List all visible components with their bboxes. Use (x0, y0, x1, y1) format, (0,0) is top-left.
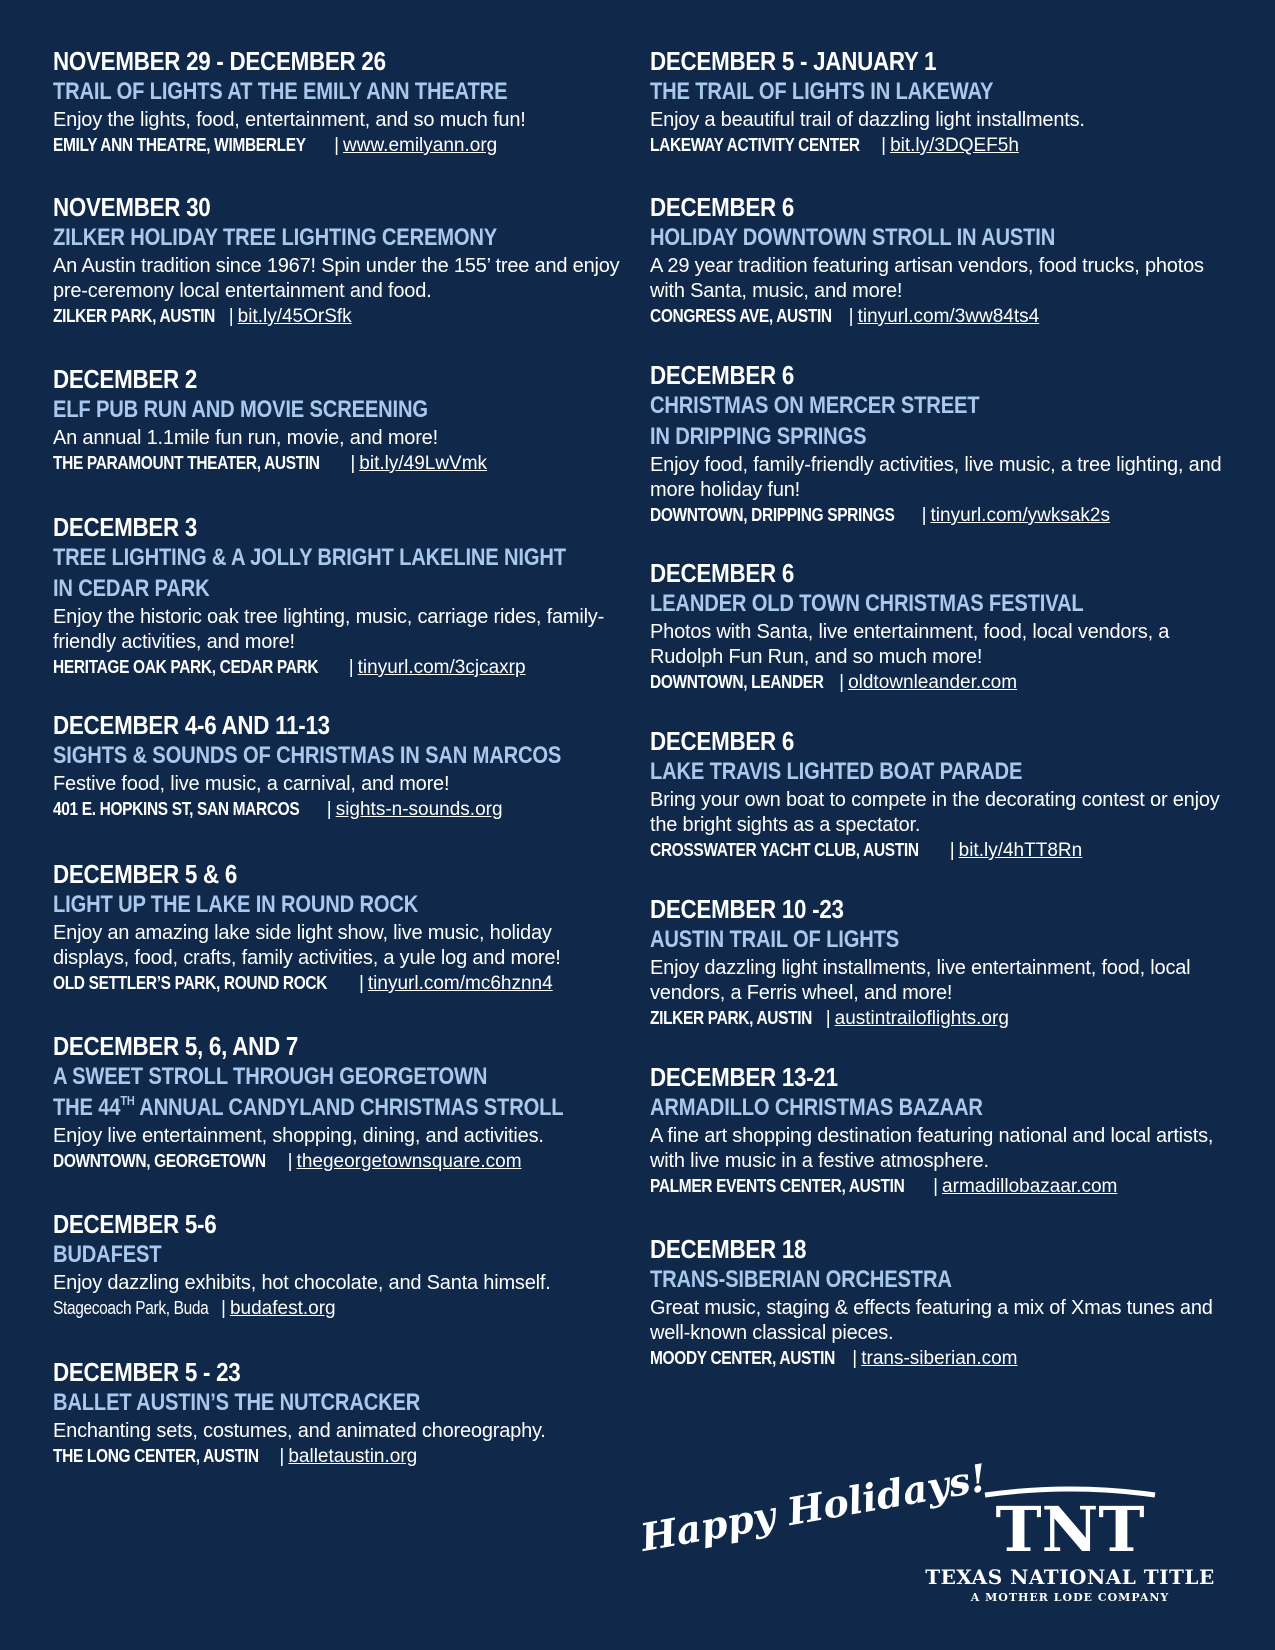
event-card (650, 894, 1240, 1031)
event-title: TREE LIGHTING & A JOLLY BRIGHT LAKELINE NIGHT (53, 544, 566, 571)
event-date: DECEMBER 5, 6, AND 7 (53, 1031, 299, 1061)
event-location-line (650, 670, 1240, 695)
event-description: Enjoy a beautiful trail of dazzling light installments. (650, 109, 1085, 131)
event-location: OLD SETTLER’S PARK, ROUND ROCK (53, 973, 328, 993)
event-description: Enjoy live entertainment, shopping, dining, and activities. (53, 1125, 544, 1147)
event-link[interactable]: oldtownleander.com (848, 672, 1018, 693)
event-link[interactable]: www.emilyann.org (343, 135, 498, 156)
event-location-line (53, 133, 623, 158)
event-link[interactable]: tinyurl.com/3ww84ts4 (857, 306, 1040, 327)
event-date: DECEMBER 3 (53, 512, 198, 542)
event-title-line2 (53, 1092, 564, 1123)
event-description: A 29 year tradition featuring artisan vendors, food trucks, photos with Santa, music, and more! (650, 255, 1204, 302)
event-date: DECEMBER 6 (650, 360, 795, 390)
event-description: An annual 1.1mile fun run, movie, and more! (53, 427, 438, 449)
event-card (53, 1031, 623, 1174)
event-location-line (650, 1346, 1240, 1371)
event-link[interactable]: tinyurl.com/3cjcaxrp (357, 657, 526, 678)
company-tagline: A MOTHER LODE COMPANY (970, 1591, 1170, 1604)
separator: | (279, 1446, 285, 1467)
event-date: DECEMBER 5 - 23 (53, 1357, 241, 1387)
event-card (650, 558, 1240, 695)
event-date: DECEMBER 6 (650, 192, 795, 222)
event-link[interactable]: armadillobazaar.com (942, 1176, 1118, 1197)
event-location-line (650, 838, 1240, 863)
event-card (53, 364, 623, 476)
event-location-line (53, 1296, 623, 1321)
event-location: ZILKER PARK, AUSTIN (53, 306, 216, 326)
separator: | (348, 657, 354, 678)
event-location: THE PARAMOUNT THEATER, AUSTIN (53, 453, 320, 473)
company-name: TEXAS NATIONAL TITLE (925, 1565, 1215, 1589)
tnt-logo-icon (925, 1485, 1215, 1555)
event-location: THE LONG CENTER, AUSTIN (53, 1446, 259, 1466)
event-link[interactable]: balletaustin.org (288, 1446, 418, 1467)
event-date: NOVEMBER 29 - DECEMBER 26 (53, 46, 386, 76)
event-title: THE TRAIL OF LIGHTS IN LAKEWAY (650, 78, 994, 105)
event-title: LIGHT UP THE LAKE IN ROUND ROCK (53, 891, 419, 918)
event-date: DECEMBER 18 (650, 1234, 807, 1264)
event-location: EMILY ANN THEATRE, WIMBERLEY (53, 135, 306, 155)
event-title: SIGHTS & SOUNDS OF CHRISTMAS IN SAN MARCOS (53, 742, 562, 769)
separator: | (350, 453, 356, 474)
event-location: CROSSWATER YACHT CLUB, AUSTIN (650, 840, 919, 860)
event-link[interactable]: austintrailoflights.org (834, 1008, 1009, 1029)
event-location: CONGRESS AVE, AUSTIN (650, 306, 832, 326)
event-title: CHRISTMAS ON MERCER STREET (650, 392, 980, 419)
event-location-line (53, 1444, 623, 1469)
event-date: DECEMBER 6 (650, 726, 795, 756)
event-title: TRANS-SIBERIAN ORCHESTRA (650, 1266, 952, 1293)
event-description: Enjoy dazzling exhibits, hot chocolate, and Santa himself. (53, 1272, 551, 1294)
event-location-line (650, 1006, 1240, 1031)
separator: | (881, 135, 887, 156)
event-title: HOLIDAY DOWNTOWN STROLL IN AUSTIN (650, 224, 1056, 251)
event-description: Bring your own boat to compete in the decorating contest or enjoy the bright sights as a spectator. (650, 789, 1220, 836)
event-title: AUSTIN TRAIL OF LIGHTS (650, 926, 900, 953)
event-location: DOWNTOWN, GEORGETOWN (53, 1151, 266, 1171)
separator: | (921, 505, 927, 526)
separator: | (358, 973, 364, 994)
separator: | (326, 799, 332, 820)
separator: | (852, 1348, 858, 1369)
event-location-line (53, 655, 623, 680)
event-location-line (650, 304, 1240, 329)
logo-mark-text: TNT (995, 1493, 1145, 1555)
event-card (650, 46, 1240, 158)
event-location: DOWNTOWN, LEANDER (650, 672, 824, 692)
event-location: PALMER EVENTS CENTER, AUSTIN (650, 1176, 905, 1196)
event-title-line2-b: ANNUAL CANDYLAND CHRISTMAS STROLL (134, 1094, 564, 1121)
event-location: ZILKER PARK, AUSTIN (650, 1008, 813, 1028)
event-title: TRAIL OF LIGHTS AT THE EMILY ANN THEATRE (53, 78, 508, 105)
event-description: Photos with Santa, live entertainment, food, local vendors, a Rudolph Fun Run, and so much more! (650, 621, 1170, 668)
event-title: A SWEET STROLL THROUGH GEORGETOWN (53, 1063, 488, 1090)
event-location-line (650, 133, 1240, 158)
separator: | (221, 1298, 226, 1319)
event-card (53, 710, 623, 822)
event-description: Festive food, live music, a carnival, and more! (53, 773, 450, 795)
event-title-line2-a: THE 44 (53, 1094, 121, 1121)
holiday-greeting: Happy Holidays! (637, 1454, 991, 1560)
event-description: Enjoy an amazing lake side light show, live music, holiday displays, food, crafts, family activities, a yule log and more! (53, 922, 561, 969)
separator: | (949, 840, 955, 861)
event-title: ZILKER HOLIDAY TREE LIGHTING CEREMONY (53, 224, 498, 251)
separator: | (228, 306, 234, 327)
separator: | (825, 1008, 831, 1029)
event-location-line (53, 1149, 623, 1174)
event-card (53, 1209, 623, 1321)
event-link[interactable]: bit.ly/49LwVmk (359, 453, 488, 474)
event-location: 401 E. HOPKINS ST, SAN MARCOS (53, 799, 300, 819)
event-link[interactable]: bit.ly/45OrSfk (237, 306, 352, 327)
event-description: Enjoy food, family-friendly activities, live music, a tree lighting, and more holiday fun! (650, 454, 1222, 501)
separator: | (287, 1151, 293, 1172)
event-date: NOVEMBER 30 (53, 192, 211, 222)
event-location: HERITAGE OAK PARK, CEDAR PARK (53, 657, 319, 677)
separator: | (848, 306, 854, 327)
event-title-line2: IN CEDAR PARK (53, 575, 210, 602)
separator: | (334, 135, 340, 156)
event-date: DECEMBER 5-6 (53, 1209, 217, 1239)
event-link[interactable]: bit.ly/4hTT8Rn (958, 840, 1083, 861)
event-title-line2: IN DRIPPING SPRINGS (650, 423, 867, 450)
event-description: Enchanting sets, costumes, and animated choreography. (53, 1420, 546, 1442)
event-location-line (53, 304, 623, 329)
event-date: DECEMBER 13-21 (650, 1062, 838, 1092)
event-card (650, 1234, 1240, 1371)
separator: | (839, 672, 845, 693)
event-description: Enjoy the historic oak tree lighting, music, carriage rides, family-friendly activities, and more! (53, 606, 605, 653)
event-title: ELF PUB RUN AND MOVIE SCREENING (53, 396, 428, 423)
event-date: DECEMBER 6 (650, 558, 795, 588)
event-title: BUDAFEST (53, 1241, 162, 1268)
event-location-line (53, 971, 623, 996)
footer (637, 1454, 1245, 1605)
event-date: DECEMBER 2 (53, 364, 198, 394)
event-link[interactable]: trans-siberian.com (861, 1348, 1018, 1369)
event-location: Stagecoach Park, Buda (53, 1298, 209, 1318)
event-link[interactable]: tinyurl.com/ywksak2s (930, 505, 1110, 526)
event-card (53, 859, 623, 996)
event-card (650, 1062, 1240, 1199)
event-date: DECEMBER 10 -23 (650, 894, 844, 924)
event-link[interactable]: thegeorgetownsquare.com (296, 1151, 522, 1172)
event-title-line2-sup: TH (120, 1093, 135, 1108)
event-title: LEANDER OLD TOWN CHRISTMAS FESTIVAL (650, 590, 1084, 617)
event-link[interactable]: sights-n-sounds.org (335, 799, 503, 820)
event-location-line (53, 451, 623, 476)
event-location-line (650, 503, 1240, 528)
event-description: Enjoy dazzling light installments, live entertainment, food, local vendors, a Ferris wheel, and more! (650, 957, 1191, 1004)
event-link[interactable]: bit.ly/3DQEF5h (890, 135, 1019, 156)
event-card (53, 46, 623, 158)
event-description: A fine art shopping destination featuring national and local artists, with live music in a festive atmosphere. (650, 1125, 1214, 1172)
event-title: ARMADILLO CHRISTMAS BAZAAR (650, 1094, 983, 1121)
event-location-line (53, 797, 623, 822)
event-card (650, 360, 1240, 528)
event-card (53, 512, 623, 680)
event-description: Enjoy the lights, food, entertainment, and so much fun! (53, 109, 526, 131)
event-card (650, 192, 1240, 329)
event-location: LAKEWAY ACTIVITY CENTER (650, 135, 860, 155)
separator: | (933, 1176, 939, 1197)
event-card (53, 192, 623, 329)
event-date: DECEMBER 4-6 AND 11-13 (53, 710, 330, 740)
event-date: DECEMBER 5 - JANUARY 1 (650, 46, 937, 76)
event-description: Great music, staging & effects featuring a mix of Xmas tunes and well-known classical pieces. (650, 1297, 1213, 1344)
event-link[interactable]: tinyurl.com/mc6hznn4 (367, 973, 553, 994)
event-location-line (650, 1174, 1240, 1199)
company-logo (925, 1485, 1215, 1605)
event-date: DECEMBER 5 & 6 (53, 859, 238, 889)
event-description: An Austin tradition since 1967! Spin under the 155’ tree and enjoy pre-ceremony local entertainment and food. (53, 255, 620, 302)
event-title: BALLET AUSTIN’S THE NUTCRACKER (53, 1389, 421, 1416)
event-location: MOODY CENTER, AUSTIN (650, 1348, 835, 1368)
event-location: DOWNTOWN, DRIPPING SPRINGS (650, 505, 895, 525)
event-title: LAKE TRAVIS LIGHTED BOAT PARADE (650, 758, 1023, 785)
event-card (53, 1357, 623, 1469)
event-card (650, 726, 1240, 863)
event-link[interactable]: budafest.org (229, 1298, 336, 1319)
